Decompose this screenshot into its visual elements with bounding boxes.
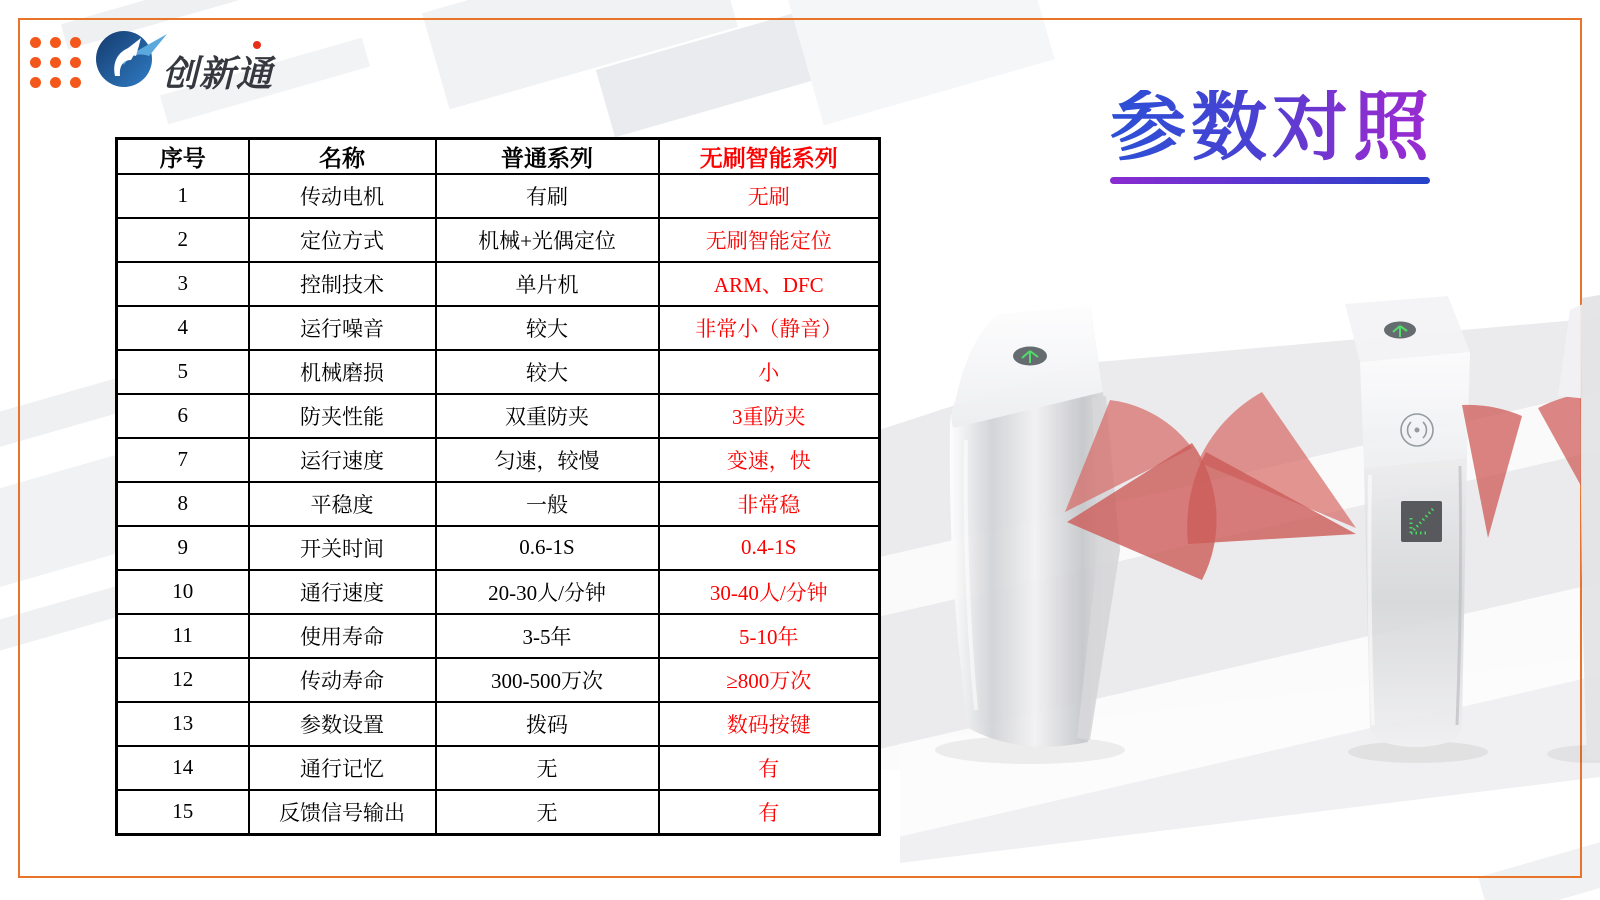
table-cell: 9 — [117, 526, 249, 570]
table-cell: 有 — [659, 746, 880, 790]
table-cell: 3 — [117, 262, 249, 306]
table-cell: 小 — [659, 350, 880, 394]
table-row — [117, 438, 880, 482]
page-title-block — [1110, 85, 1434, 184]
table-cell: ARM、DFC — [659, 262, 880, 306]
table-cell: 有 — [659, 790, 880, 835]
table-cell: 单片机 — [436, 262, 659, 306]
table-row — [117, 790, 880, 835]
table-row — [117, 746, 880, 790]
table-cell: 30-40人/分钟 — [659, 570, 880, 614]
table-cell: 防夹性能 — [249, 394, 436, 438]
table-cell: 变速，快 — [659, 438, 880, 482]
table-cell: 3重防夹 — [659, 394, 880, 438]
table-cell: 11 — [117, 614, 249, 658]
table-cell: 2 — [117, 218, 249, 262]
table-cell: 双重防夹 — [436, 394, 659, 438]
table-cell: 较大 — [436, 306, 659, 350]
table-cell: 较大 — [436, 350, 659, 394]
page-title: 参数对照 — [1110, 85, 1434, 170]
table-cell: 无刷 — [659, 174, 880, 218]
table-row — [117, 218, 880, 262]
column-header: 名称 — [249, 139, 436, 175]
table-cell: 无刷智能定位 — [659, 218, 880, 262]
table-cell: 无 — [436, 746, 659, 790]
table-cell: 通行记忆 — [249, 746, 436, 790]
table-row — [117, 262, 880, 306]
table-header — [117, 139, 880, 175]
table-cell: 一般 — [436, 482, 659, 526]
turnstile-product-image — [870, 280, 1600, 870]
table-cell: 20-30人/分钟 — [436, 570, 659, 614]
table-cell: 0.6-1S — [436, 526, 659, 570]
table-cell: 机械+光偶定位 — [436, 218, 659, 262]
table-cell: 10 — [117, 570, 249, 614]
table-cell: 开关时间 — [249, 526, 436, 570]
logo-mark-icon — [93, 28, 171, 90]
table-cell: 定位方式 — [249, 218, 436, 262]
table-header-row — [117, 139, 880, 175]
table-body — [117, 174, 880, 835]
led-arrow-display — [1401, 501, 1442, 542]
table-cell: 5 — [117, 350, 249, 394]
table-cell: 非常小（静音） — [659, 306, 880, 350]
table-row — [117, 526, 880, 570]
table-cell: 拨码 — [436, 702, 659, 746]
table-cell: 有刷 — [436, 174, 659, 218]
table-cell: 0.4-1S — [659, 526, 880, 570]
table-row — [117, 702, 880, 746]
table-cell: 15 — [117, 790, 249, 835]
table-cell: 参数设置 — [249, 702, 436, 746]
table-row — [117, 482, 880, 526]
table-cell: 运行噪音 — [249, 306, 436, 350]
column-header: 普通系列 — [436, 139, 659, 175]
table-cell: 5-10年 — [659, 614, 880, 658]
flap-wing-right-machine-left — [1187, 392, 1356, 544]
table-cell: 运行速度 — [249, 438, 436, 482]
table-cell: 无 — [436, 790, 659, 835]
comparison-table — [115, 137, 881, 836]
table-cell: 控制技术 — [249, 262, 436, 306]
table-cell: 12 — [117, 658, 249, 702]
table-cell: 使用寿命 — [249, 614, 436, 658]
table-row — [117, 394, 880, 438]
column-header: 序号 — [117, 139, 249, 175]
table-cell: 数码按键 — [659, 702, 880, 746]
title-underline — [1110, 177, 1430, 184]
table-cell: 3-5年 — [436, 614, 659, 658]
table-cell: 传动电机 — [249, 174, 436, 218]
bg-slash — [785, 0, 1054, 125]
table-row — [117, 570, 880, 614]
table-cell: 6 — [117, 394, 249, 438]
brand-name: 创新通 — [162, 53, 274, 94]
dot-grid-icon — [30, 37, 81, 88]
table-cell: 8 — [117, 482, 249, 526]
table-cell: 传动寿命 — [249, 658, 436, 702]
table-cell: 14 — [117, 746, 249, 790]
table-row — [117, 350, 880, 394]
table-cell: ≥800万次 — [659, 658, 880, 702]
table-cell: 通行速度 — [249, 570, 436, 614]
table-cell: 平稳度 — [249, 482, 436, 526]
table-row — [117, 658, 880, 702]
table-cell: 7 — [117, 438, 249, 482]
table-cell: 非常稳 — [659, 482, 880, 526]
table-row — [117, 174, 880, 218]
table-cell: 匀速，较慢 — [436, 438, 659, 482]
table-row — [117, 306, 880, 350]
table-cell: 300-500万次 — [436, 658, 659, 702]
table-row — [117, 614, 880, 658]
table-cell: 4 — [117, 306, 249, 350]
brand-red-dot — [253, 41, 261, 49]
turnstile-partial-right — [1538, 295, 1600, 760]
table-cell: 1 — [117, 174, 249, 218]
table-cell: 反馈信号输出 — [249, 790, 436, 835]
table-cell: 机械磨损 — [249, 350, 436, 394]
column-header: 无刷智能系列 — [659, 139, 880, 175]
turnstile-right — [1345, 296, 1470, 747]
flap-wing-right — [1462, 405, 1522, 538]
table-cell: 13 — [117, 702, 249, 746]
